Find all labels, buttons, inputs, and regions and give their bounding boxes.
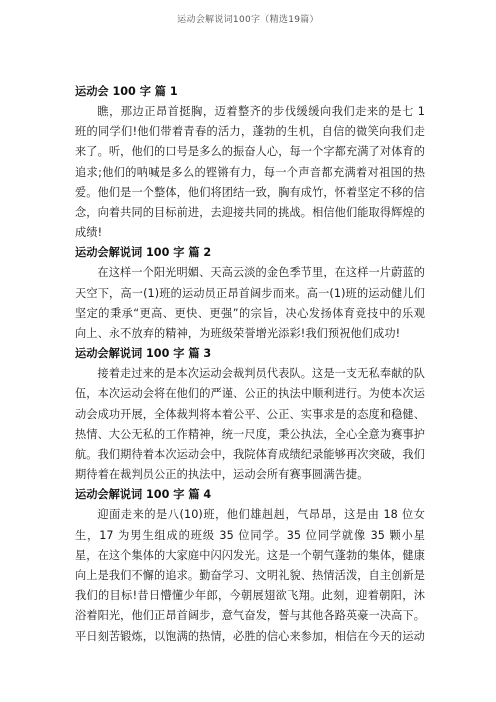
section-heading: 运动会解说词 100 字 篇 3	[75, 347, 212, 361]
section-body: 接着走过来的是本次运动会裁判员代表队。这是一支无私奉献的队伍，本次运动会将在他们的严谨、公正的执法中顺利进行。为使本次运动会成功开展，全体裁判将本着公平、公正、实事求是的态度和稳健、热情、大公无私的工作精神，统一尺度，秉公执法，全心全意为赛事护航。我们期待着本次运动会中，我院体育成绩纪录能够再次突破，我们期待着在裁判员公正的执法中，运动会所有赛事圆满告捷。	[75, 367, 425, 482]
section-body: 瞧，那边正昂首挺胸，迈着整齐的步伐缓缓向我们走来的是七 1 班的同学们!他们带着青春的活力，蓬勃的生机，自信的微笑向我们走来了。听，他们的口号是多么的振奋人心，每一个字都充满了对体育的 追求;他们的呐喊是多么的铿锵有力，每一个声音都充满着对祖国的热爱。他们是一个整体，他们将团结一致，胸有成竹，怀着坚定不移的信念，向着共同的目标前进，去迎接共同的挑战。相信他们能取得辉煌的成绩!	[75, 105, 425, 240]
section-body: 在这样一个阳光明媚、天高云淡的金色季节里，在这样一片蔚蓝的天空下，高一(1)班的运动员正昂首阔步而来。高一(1)班的运动健儿们坚定的秉承“更高、更快、更强”的宗旨，决心发扬体育竞技中的乐观向上、永不放弃的精神，为班级荣誉增光添彩!我们预祝他们成功!	[75, 266, 425, 341]
section-body: 迎面走来的是八(10)班，他们雄赳赳，气昂昂，这是由 18 位女生，17 为男生组成的班级 35 位同学。35 位同学就像 35 颗小星星，在这个集体的大家庭中闪闪发光。这是一个朝气蓬勃的集体，健康向上是我们不懈的追求。勤奋学习、文明礼貌、热情活泼，自主创新是我们的目标!昔日懵懂少年郎，今朝展翅欲飞翔。此刻，迎着朝阳，沐浴着阳光，他们正昂首阔步，意气奋发，誓与其他各路英豪一决高下。平日刻苦锻炼，以饱满的热情，必胜的信心来参加，相信在今天的运动	[75, 508, 425, 643]
document-title: 运动会解说词100字（精选19篇）	[177, 15, 319, 25]
section-1	[75, 82, 425, 243]
section-4	[75, 485, 425, 646]
section-heading: 运动会解说词 100 字 篇 2	[75, 246, 212, 260]
document-content	[75, 82, 425, 647]
section-heading: 运动会 100 字 篇 1	[75, 85, 178, 98]
section-2	[75, 243, 425, 344]
section-3	[75, 344, 425, 485]
section-heading: 运动会解说词 100 字 篇 4	[75, 488, 212, 502]
